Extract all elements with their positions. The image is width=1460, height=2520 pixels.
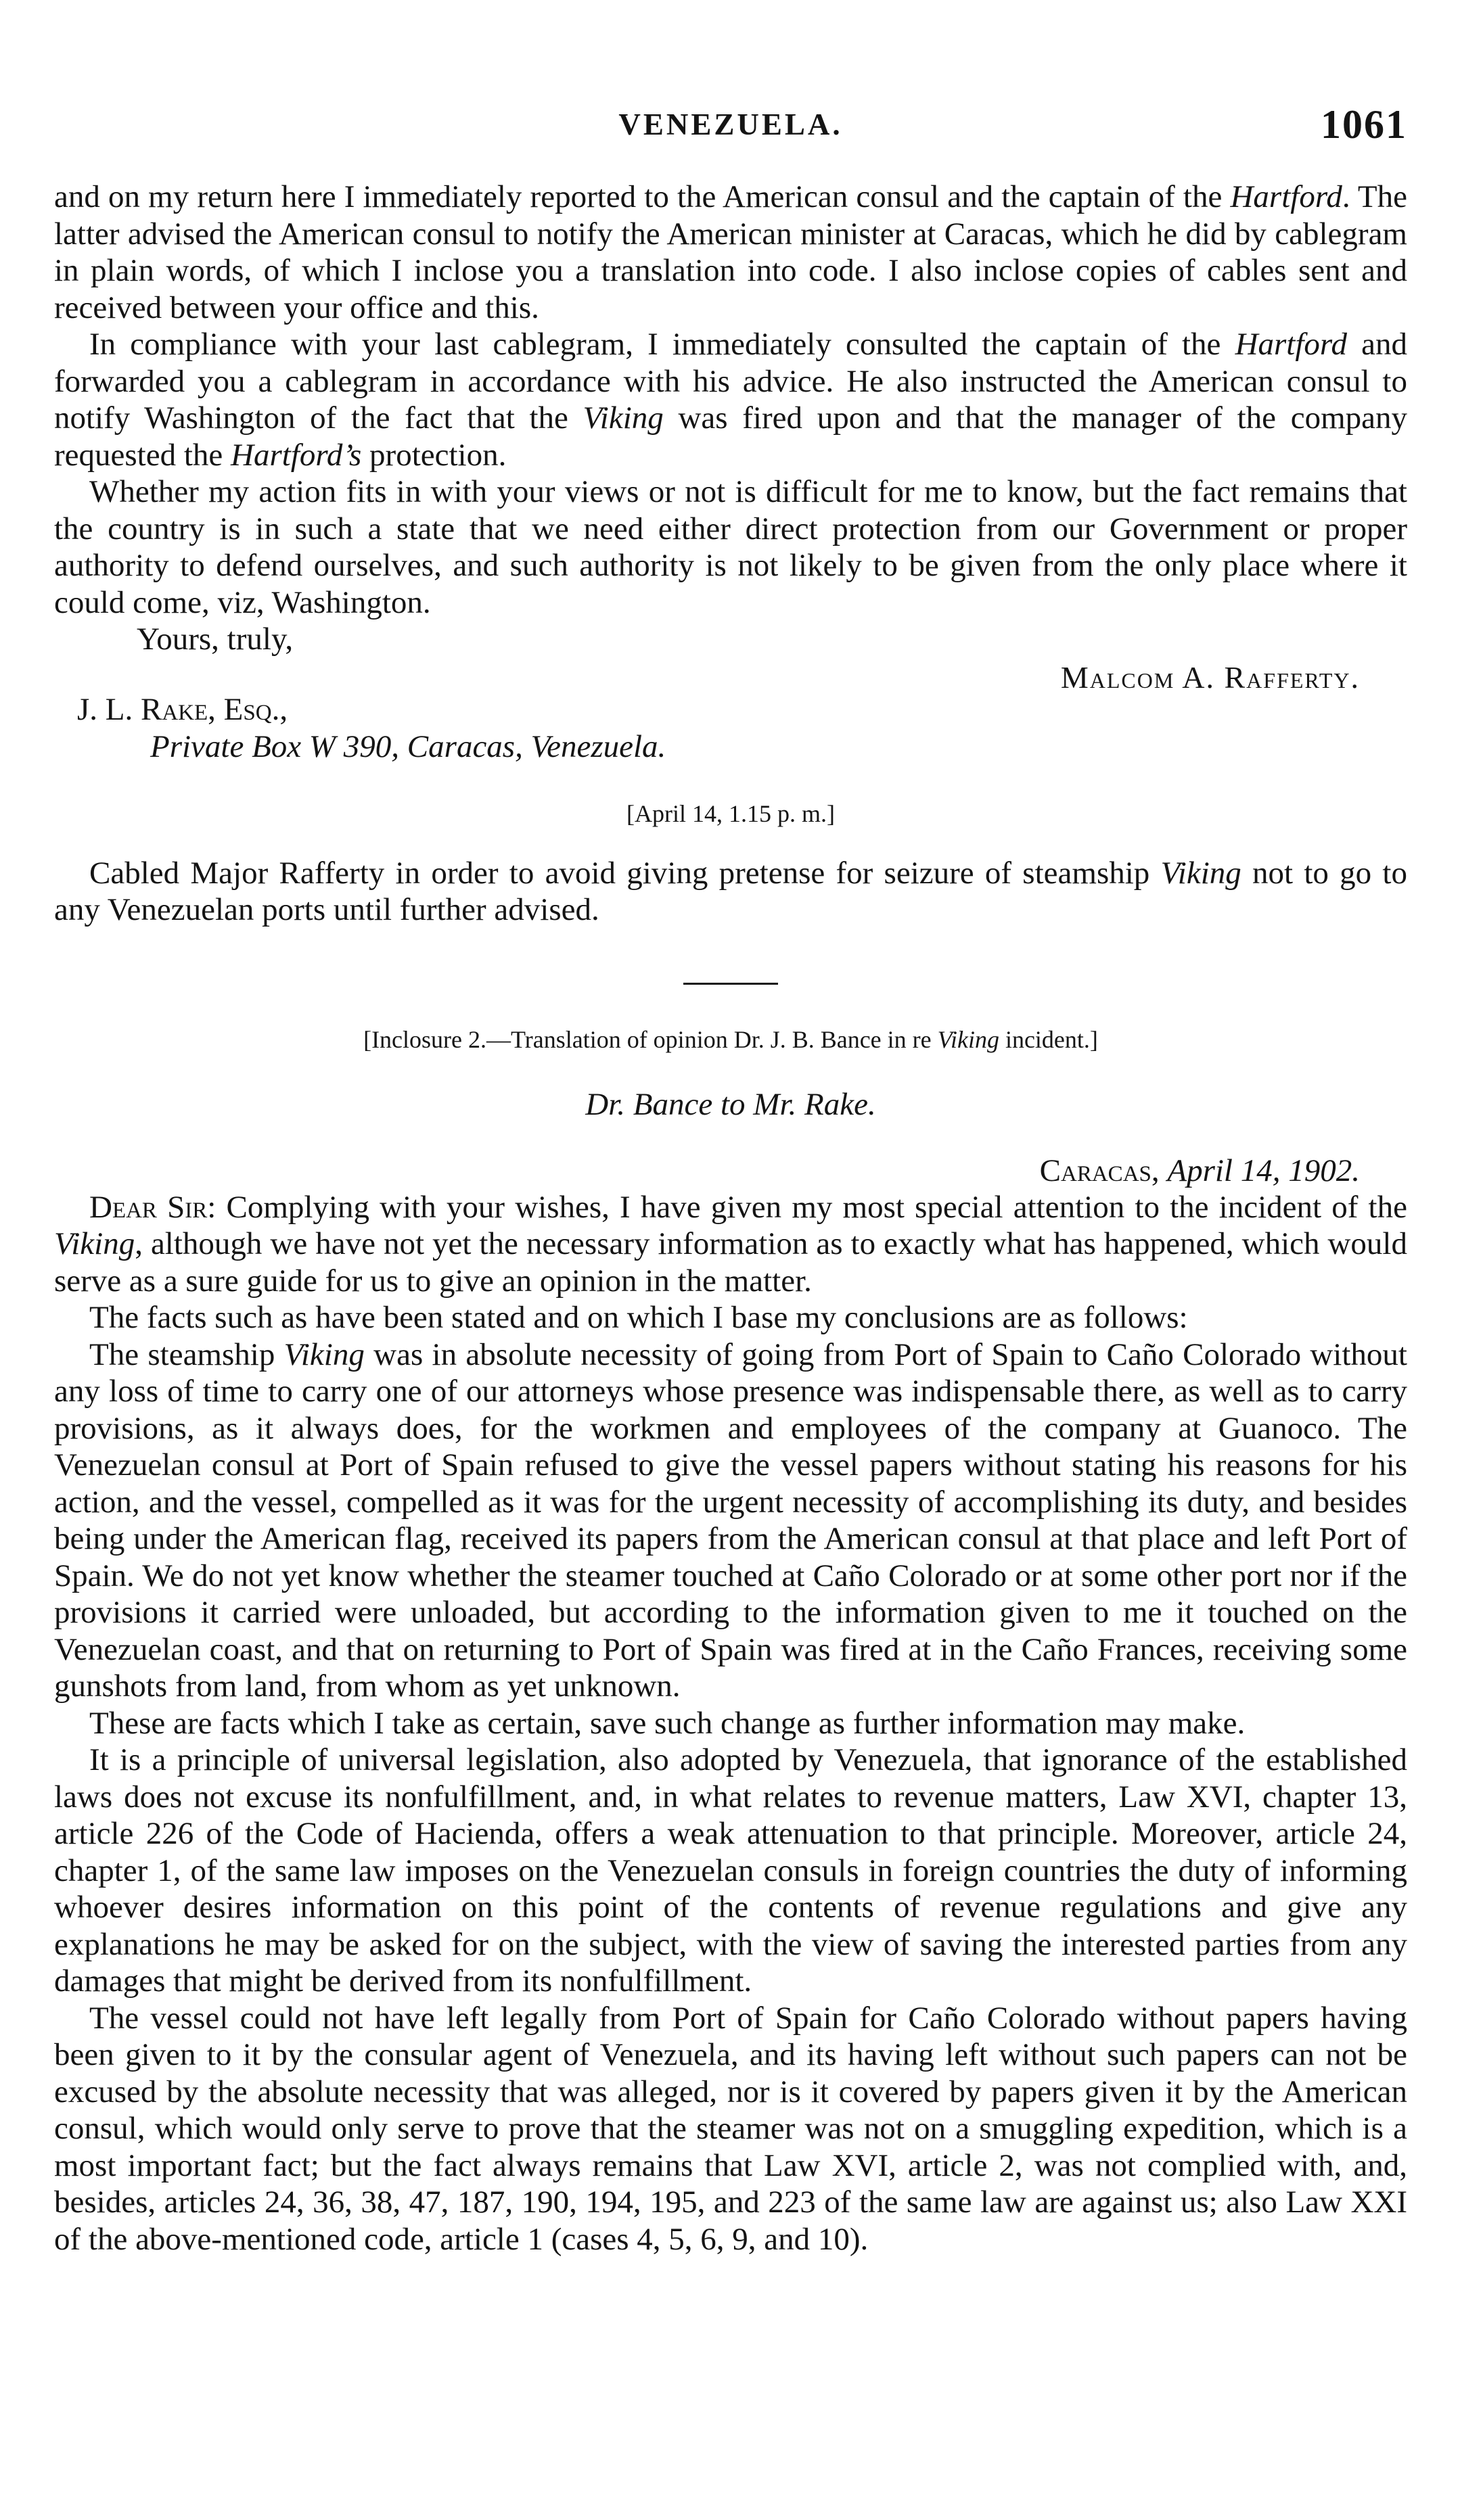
running-head-title: VENEZUELA. xyxy=(618,108,843,141)
section-divider xyxy=(683,983,778,985)
italic-text-run: Viking xyxy=(283,1336,365,1372)
italic-text-run: Viking xyxy=(54,1226,135,1261)
text-run: Cabled Major Rafferty in order to avoid giving pretense for seizure of steamship xyxy=(89,855,1161,891)
text-run: In compliance with your last cablegram, I immediately consulted the captain of the xyxy=(89,327,1235,362)
text-run: These are facts which I take as certain, save such change as further information may make. xyxy=(89,1705,1246,1741)
letter-paragraph xyxy=(54,179,1407,326)
text-run: was in absolute necessity of going from Port of Spain to Caño Colorado without any loss of time to carry one of our attorneys whose presence was indispensable there, as well as to carry provisions, as it always does, for the workmen and employees of the company at Guanoco. The Venezuelan consul at Port of Spain refused to give the vessel papers without stating his reasons for his action, and the vessel, compelled as it was for the urgent necessity of accomplishing its duty, and besides being under the American flag, received its papers from the American consul at that place and left Port of Spain. We do not yet know whether the steamer touched at Caño Colorado or at some other port nor if the provisions it carried were unloaded, but according to the information given to me it touched on the Venezuelan coast, and that on returning to Port of Spain was fired at in the Caño Frances, receiving some gunshots from land, from whom as yet unknown. xyxy=(54,1336,1407,1704)
text-run: and on my return here I immediately reported to the American consul and the captain of the xyxy=(54,179,1231,214)
opinion-paragraph xyxy=(54,1189,1407,1300)
text-run: Yours, truly, xyxy=(137,622,294,657)
opinion-paragraph xyxy=(54,1299,1407,1336)
inclosure-note xyxy=(54,1025,1407,1054)
small-caps-text-run: Dear Sir xyxy=(89,1189,208,1225)
text-run: protection. xyxy=(361,437,507,473)
text-run: and forwarded you a cablegram in accordance with his advice. He also instructed the American consul to notify Washington of the fact that the xyxy=(54,327,1407,436)
document-page xyxy=(54,101,1407,2258)
letter-paragraph xyxy=(54,326,1407,473)
text-run: not to go to any Venezuelan ports until further advised. xyxy=(54,855,1407,927)
text-run: [Inclosure 2.—Translation of opinion Dr. J. B. Bance in re xyxy=(363,1025,938,1053)
opinion-paragraph xyxy=(54,1742,1407,2000)
page-number: 1061 xyxy=(1321,102,1407,147)
text-run: Whether my action fits in with your views or not is difficult for me to know, but the fact remains that the country is in such a state that we need either direct protection from our Government or proper authority to defend ourselves, and such authority is not likely to be given from the only place where it could come, viz, Washington. xyxy=(54,474,1407,620)
italic-text-run: Viking xyxy=(937,1025,999,1053)
text-run: The vessel could not have left legally from Port of Spain for Caño Colorado without papers having been given to it by the consular agent of Venezuela, and its having left without such papers can not be excused by the absolute necessity that was alleged, nor is it covered by papers given it by the American consul, which would only serve to prove that the steamer was not on a smuggling expedition, which is a most important fact; but the fact always remains that Law XVI, article 2, was not complied with, and, besides, articles 24, 36, 38, 47, 187, 190, 194, 195, and 223 of the same law are against us; also Law XXI of the above-mentioned code, article 1 (cases 4, 5, 6, 9, and 10). xyxy=(54,2000,1407,2257)
text-run: was fired upon and that the manager of the company requested the xyxy=(54,400,1407,473)
dateline-date: April 14, 1902. xyxy=(1167,1152,1360,1188)
opinion-paragraph xyxy=(54,1705,1407,1742)
cable-note-paragraph xyxy=(54,855,1407,929)
cable-time-note: [April 14, 1.15 p. m.] xyxy=(626,799,835,827)
addressee-name: J. L. Rake, Esq., xyxy=(77,691,288,727)
dateline xyxy=(54,1152,1407,1189)
italic-text-run: Viking xyxy=(583,400,664,436)
letter-closing xyxy=(54,621,1407,658)
addressee-address: Private Box W 390, Caracas, Venezuela. xyxy=(150,728,666,764)
addressee xyxy=(54,691,1407,766)
letter-heading: Dr. Bance to Mr. Rake. xyxy=(585,1086,876,1122)
text-run: incident.] xyxy=(999,1025,1098,1053)
italic-text-run: Hartford xyxy=(1235,327,1347,362)
opinion-paragraph xyxy=(54,1336,1407,1705)
dateline-place: Caracas, xyxy=(1039,1152,1160,1188)
signature: Malcom A. Rafferty. xyxy=(1060,659,1360,695)
letter-body xyxy=(54,179,1407,658)
text-run: . The latter advised the American consul to notify the American minister at Caracas, which he did by cablegram in plain words, of which I inclose you a translation into code. I also inclose copies of cables sent and received between your office and this. xyxy=(54,179,1407,325)
text-run: The facts such as have been stated and on which I base my conclusions are as follows: xyxy=(89,1300,1188,1335)
letter-paragraph xyxy=(54,473,1407,621)
text-run: It is a principle of universal legislation, also adopted by Venezuela, that ignorance of the established laws does not excuse its nonfulfillment, and, in what relates to revenue matters, Law XVI, chapter 13, article 226 of the Code of Hacienda, offers a weak attenuation to that principle. Moreover, article 24, chapter 1, of the same law imposes on the Venezuelan consuls in foreign countries the duty of informing whoever desires information on this point of the contents of revenue regulations and give any explanations he may be asked for on the subject, with the view of saving the interested parties from any damages that might be derived from its nonfulfillment. xyxy=(54,1742,1407,1999)
running-head xyxy=(54,101,1407,156)
italic-text-run: Hartford’s xyxy=(231,437,362,473)
italic-text-run: Viking xyxy=(1160,855,1241,891)
text-run: : Complying with your wishes, I have given my most special attention to the incident of the xyxy=(207,1189,1407,1225)
text-run: The steamship xyxy=(89,1336,284,1372)
opinion-body xyxy=(54,1189,1407,2258)
italic-text-run: Hartford xyxy=(1230,179,1342,214)
opinion-paragraph xyxy=(54,2000,1407,2258)
text-run: , although we have not yet the necessary information as to exactly what has happened, which would serve as a sure guide for us to give an opinion in the matter. xyxy=(54,1226,1407,1299)
